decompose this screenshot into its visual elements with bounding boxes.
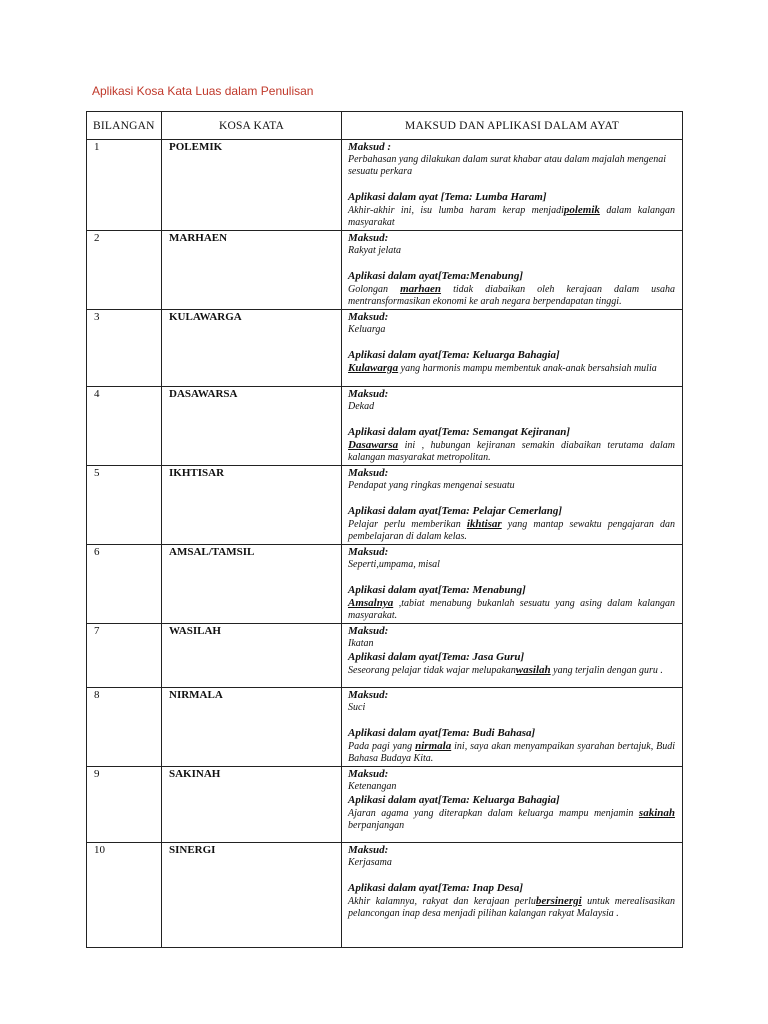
table-row [87,231,683,310]
sentence-pre: Pelajar perlu memberikan [348,519,467,530]
example-sentence [348,283,675,308]
keyword: wasilah [515,664,551,676]
keyword: ikhtisar [466,518,502,530]
maksud-label: Maksud: [348,625,389,637]
row-word: IKHTISAR [162,466,342,545]
sentence-post: untuk merealisasikan pelancongan inap desa menjadi pilihan kalangan rakyat Malaysia . [348,896,675,919]
table-row [87,624,683,688]
table-row [87,387,683,466]
row-meaning-cell [342,140,683,231]
maksud-value: Keluarga [348,324,386,335]
sentence-post: yang mantap sewaktu pengajaran dan pembelajaran di dalam kelas. [348,519,675,542]
sentence-pre: Ajaran agama yang diterapkan dalam keluarga mampu menjamin [348,808,639,819]
keyword: bersinergi [535,895,582,907]
row-number: 1 [87,140,162,231]
table-row [87,545,683,624]
keyword: Amsalnya [348,597,394,609]
sentence-post: ,tabiat menabung bukanlah sesuatu yang asing dalam kalangan masyarakat. [348,598,675,621]
maksud-value: Ikatan [348,638,374,649]
sentence-post: ini, saya akan menyampaikan syarahan bertajuk, Budi Bahasa Budaya Kita. [348,741,676,764]
example-sentence [348,439,675,464]
keyword: nirmala [415,740,452,752]
row-number: 2 [87,231,162,310]
sentence-post: yang harmonis mampu membentuk anak-anak bersahsiah mulia [398,363,657,374]
row-word: AMSAL/TAMSIL [162,545,342,624]
maksud-value: Rakyat jelata [348,245,402,256]
maksud-label: Maksud: [348,467,389,479]
example-sentence [348,518,675,543]
sentence-post: ini , hubungan kejiranan semakin diabaikan terutama dalam kalangan masyarakat metropolitan. [348,440,675,463]
header-bilangan: BILANGAN [87,112,162,140]
maksud-value: Dekad [348,401,375,412]
sentence-pre: Pada pagi yang [348,741,416,752]
table-header-row [87,112,683,140]
row-number: 3 [87,310,162,387]
sentence-pre: Golongan [348,284,401,295]
row-word: NIRMALA [162,688,342,767]
keyword: Kulawarga [348,362,399,374]
header-maksud: MAKSUD DAN APLIKASI DALAM AYAT [342,112,683,140]
aplikasi-label: Aplikasi dalam ayat [Tema: Lumba Haram] [348,191,547,203]
row-word: SINERGI [162,843,342,948]
sentence-pre: Akhir kalamnya, rakyat dan kerajaan perlu [348,896,536,907]
maksud-label: Maksud: [348,546,389,558]
maksud-label: Maksud: [348,768,389,780]
row-word: MARHAEN [162,231,342,310]
example-sentence [348,807,675,832]
aplikasi-label: Aplikasi dalam ayat[Tema: Budi Bahasa] [348,727,536,739]
maksud-label: Maksud : [348,141,392,153]
table-row [87,688,683,767]
maksud-value: Suci [348,702,366,713]
sentence-post: yang terjalin dengan guru . [550,665,663,676]
example-sentence [348,362,675,375]
row-meaning-cell [342,231,683,310]
row-meaning-cell [342,466,683,545]
row-meaning-cell [342,767,683,843]
row-meaning-cell [342,387,683,466]
table-row [87,466,683,545]
aplikasi-label: Aplikasi dalam ayat[Tema: Keluarga Bahagia] [348,794,560,806]
maksud-value: Kerjasama [348,857,392,868]
row-number: 8 [87,688,162,767]
maksud-value: Pendapat yang ringkas mengenai sesuatu [348,480,515,491]
vocabulary-table [86,111,683,948]
example-sentence [348,597,675,622]
row-word: SAKINAH [162,767,342,843]
row-meaning-cell [342,545,683,624]
maksud-label: Maksud: [348,388,389,400]
keyword: polemik [563,204,600,216]
row-meaning-cell [342,624,683,688]
row-meaning-cell [342,688,683,767]
keyword: sakinah [638,807,675,819]
header-kosa-kata: KOSA KATA [162,112,342,140]
sentence-pre: Seseorang pelajar tidak wajar melupakan [348,665,516,676]
maksud-value: Perbahasan yang dilakukan dalam surat khabar atau dalam majalah mengenai sesuatu perkara [348,154,667,177]
row-word: KULAWARGA [162,310,342,387]
table-row [87,310,683,387]
row-number: 7 [87,624,162,688]
example-sentence [348,204,675,229]
aplikasi-label: Aplikasi dalam ayat[Tema:Menabung] [348,270,523,282]
maksud-label: Maksud: [348,844,389,856]
row-meaning-cell [342,310,683,387]
row-number: 6 [87,545,162,624]
aplikasi-label: Aplikasi dalam ayat[Tema: Inap Desa] [348,882,523,894]
row-word: DASAWARSA [162,387,342,466]
aplikasi-label: Aplikasi dalam ayat[Tema: Jasa Guru] [348,651,525,663]
keyword: Dasawarsa [348,439,399,451]
keyword: marhaen [400,283,442,295]
table-row [87,843,683,948]
sentence-post: tidak diabaikan oleh kerajaan dalam usaha mentransformasikan ekonomi ke arah negara berpendapatan tinggi. [348,284,675,307]
maksud-label: Maksud: [348,232,389,244]
aplikasi-label: Aplikasi dalam ayat[Tema: Keluarga Bahagia] [348,349,560,361]
row-word: POLEMIK [162,140,342,231]
table-row [87,767,683,843]
sentence-pre: Akhir-akhir ini, isu lumba haram kerap menjadi [348,205,564,216]
row-number: 10 [87,843,162,948]
maksud-value: Ketenangan [348,781,397,792]
row-number: 4 [87,387,162,466]
aplikasi-label: Aplikasi dalam ayat[Tema: Pelajar Cemerlang] [348,505,563,517]
example-sentence [348,664,675,677]
page-title: Aplikasi Kosa Kata Luas dalam Penulisan [92,84,314,98]
maksud-label: Maksud: [348,689,389,701]
example-sentence [348,740,675,765]
sentence-post: berpanjangan [348,820,405,831]
row-word: WASILAH [162,624,342,688]
row-number: 5 [87,466,162,545]
example-sentence [348,895,675,920]
row-meaning-cell [342,843,683,948]
maksud-value: Seperti,umpama, misal [348,559,440,570]
aplikasi-label: Aplikasi dalam ayat[Tema: Semangat Kejiranan] [348,426,571,438]
sentence-post: dalam kalangan masyarakat [348,205,675,228]
row-number: 9 [87,767,162,843]
aplikasi-label: Aplikasi dalam ayat[Tema: Menabung] [348,584,526,596]
table-row [87,140,683,231]
maksud-label: Maksud: [348,311,389,323]
